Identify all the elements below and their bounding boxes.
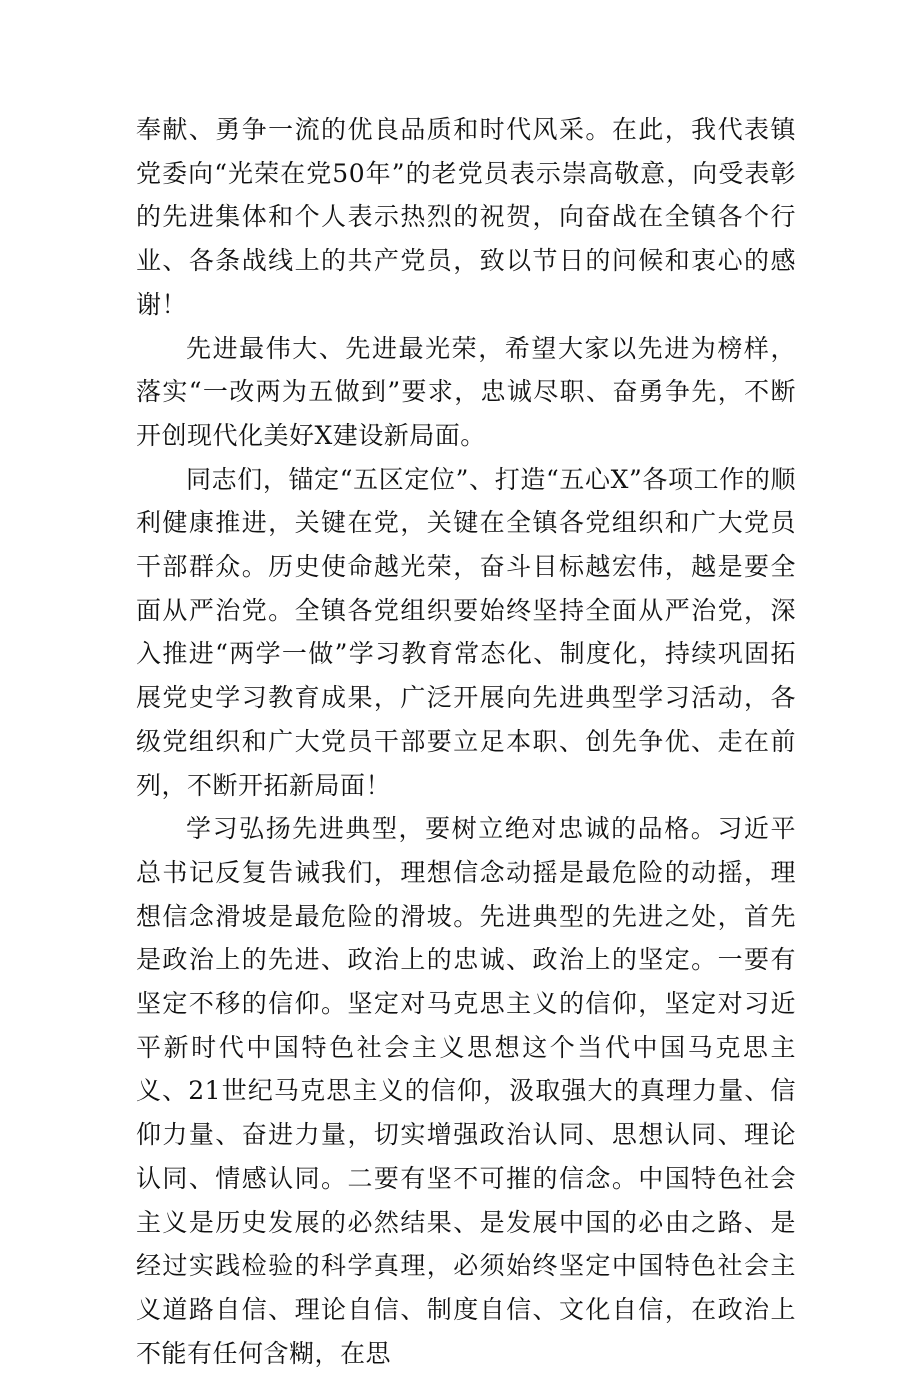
- paragraph-3: 同志们，锚定“五区定位”、打造“五心X”各项工作的顺利健康推进，关键在党，关键在全镇各党组织和广大党员干部群众。历史使命越光荣，奋斗目标越宏伟，越是要全面从严治党。全镇各党组织要始终坚持全面从严治党，深入推进“两学一做”学习教育常态化、制度化，持续巩固拓展党史学习教育成果，广泛开展向先进典型学习活动，各级党组织和广大党员干部要立足本职、创先争优、走在前列，不断开拓新局面！: [136, 464, 796, 800]
- paragraph-4: 学习弘扬先进典型，要树立绝对忠诚的品格。习近平总书记反复告诫我们，理想信念动摇是最危险的动摇，理想信念滑坡是最危险的滑坡。先进典型的先进之处，首先是政治上的先进、政治上的忠诚、政治上的坚定。一要有坚定不移的信仰。坚定对马克思主义的信仰，坚定对习近平新时代中国特色社会主义思想这个当代中国马克思主义、21世纪马克思主义的信仰，汲取强大的真理力量、信仰力量、奋进力量，切实增强政治认同、思想认同、理论认同、情感认同。二要有坚不可摧的信念。中国特色社会主义是历史发展的必然结果、是发展中国的必由之路、是经过实践检验的科学真理，必须始终坚定中国特色社会主义道路自信、理论自信、制度自信、文化自信，在政治上不能有任何含糊，在思: [136, 814, 796, 1368]
- paragraph-1: 奉献、勇争一流的优良品质和时代风采。在此，我代表镇党委向“光荣在党50年”的老党员表示崇高敬意，向受表彰的先进集体和个人表示热烈的祝贺，向奋战在全镇各个行业、各条战线上的共产党员，致以节日的问候和衷心的感谢！: [136, 115, 796, 319]
- paragraph-2: 先进最伟大、先进最光荣，希望大家以先进为榜样，落实“一改两为五做到”要求，忠诚尽职、奋勇争先，不断开创现代化美好X建设新局面。: [136, 333, 796, 450]
- document-body: [136, 108, 796, 1375]
